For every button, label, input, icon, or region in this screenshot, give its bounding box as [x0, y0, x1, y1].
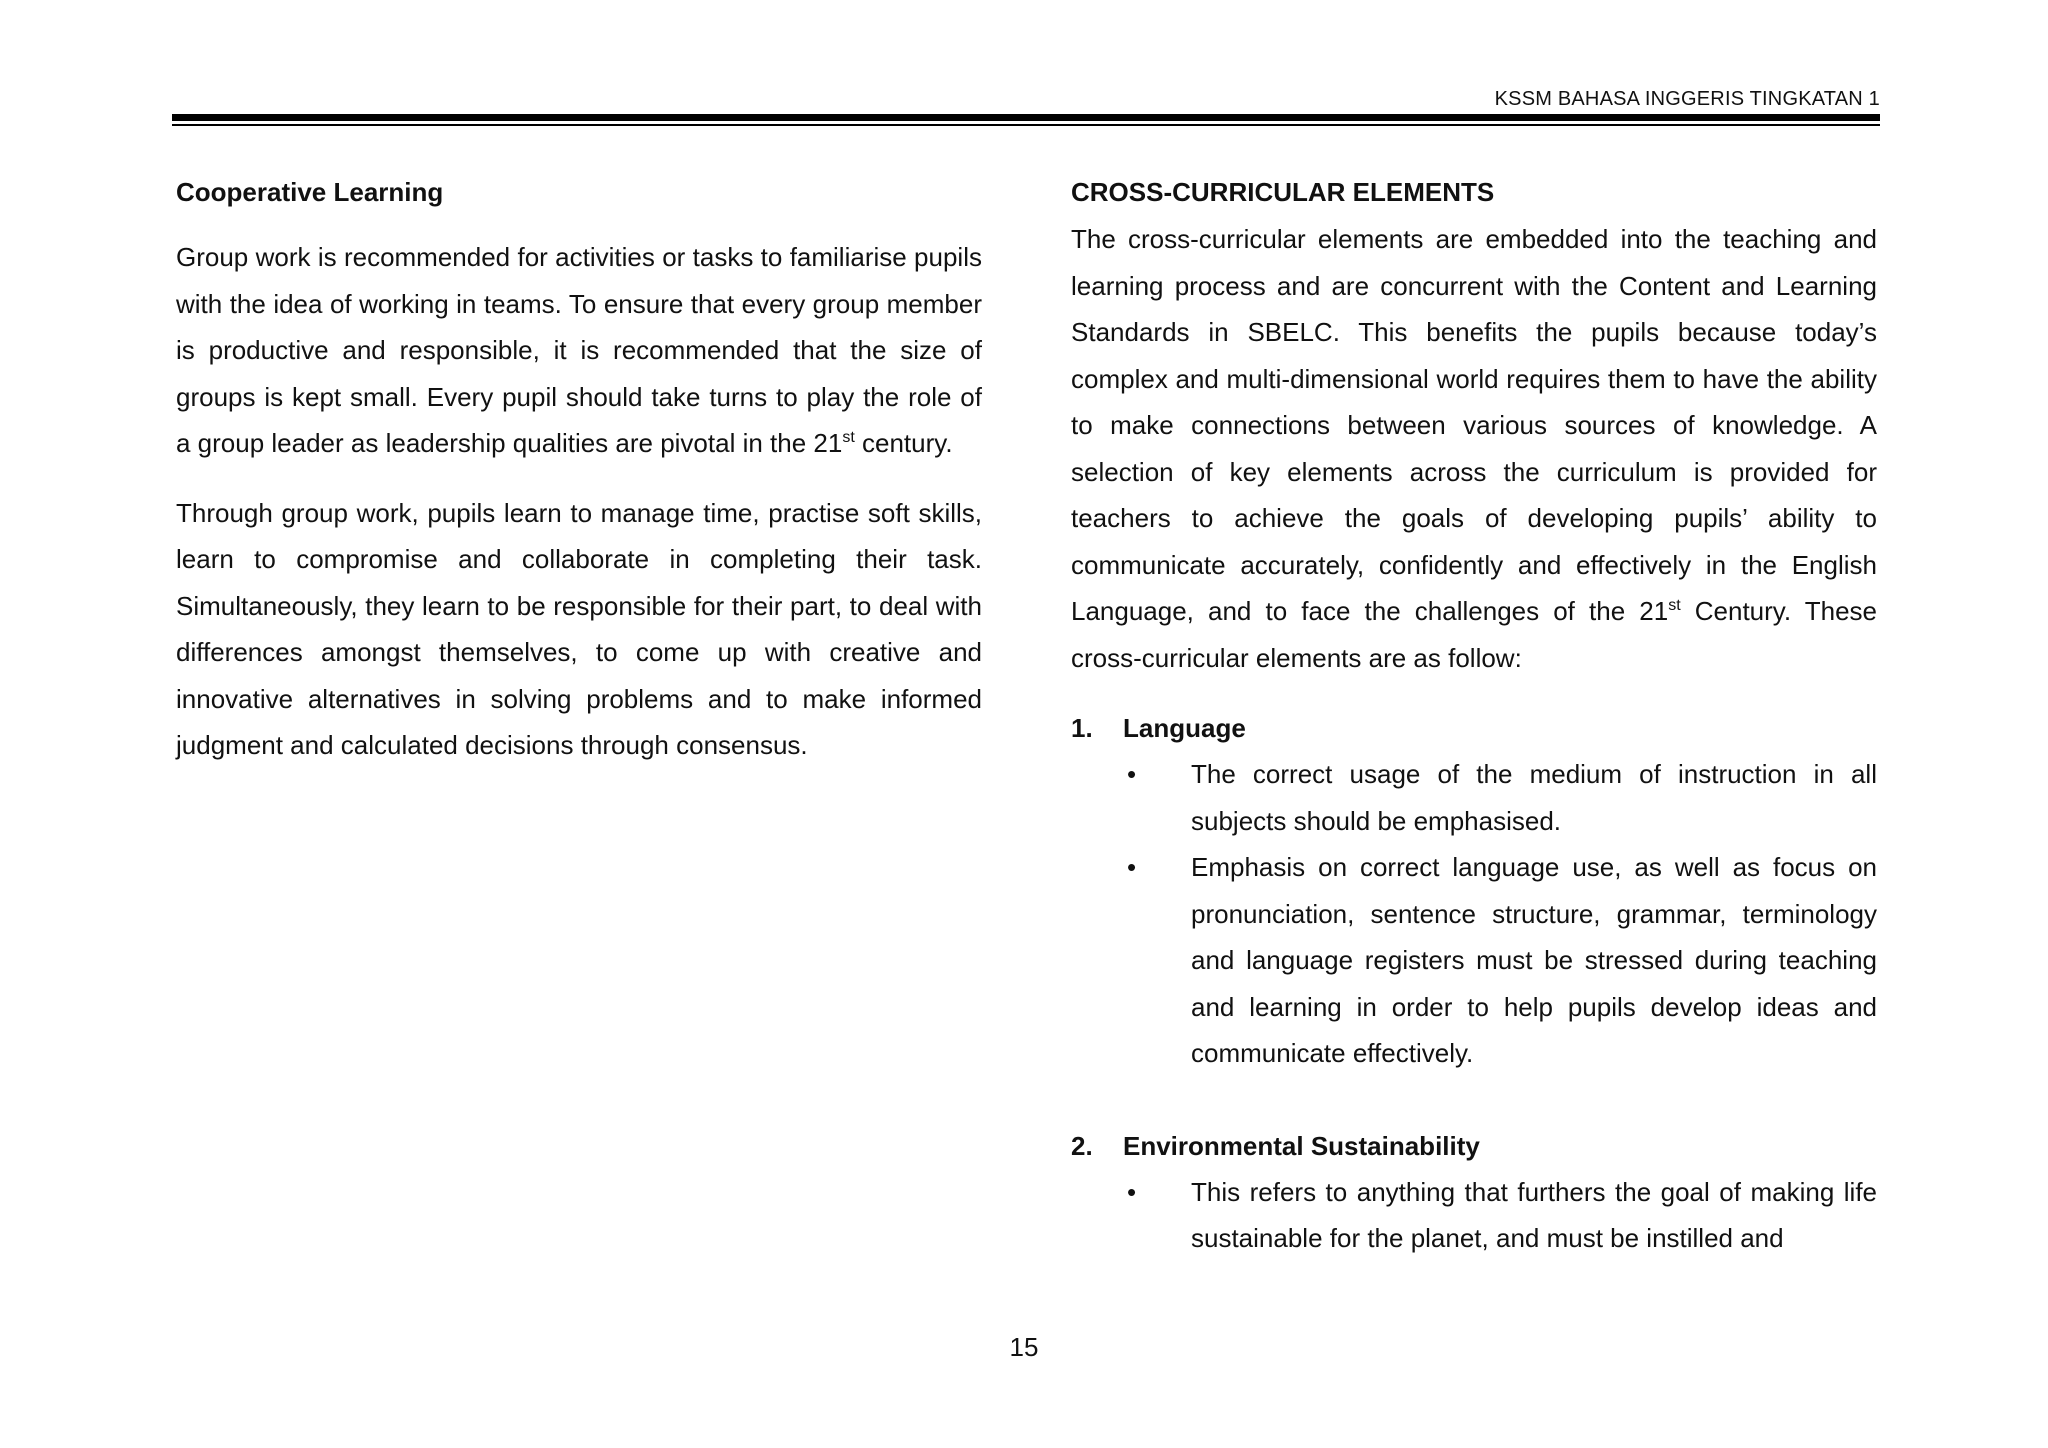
running-header: KSSM BAHASA INGGERIS TINGKATAN 1	[1494, 88, 1880, 110]
cooperative-learning-paragraph-1	[176, 234, 982, 467]
section-number: 2.	[1071, 1130, 1093, 1161]
bullet-icon: •	[1127, 759, 1137, 789]
section-number: 1.	[1071, 713, 1093, 743]
section-language	[1071, 705, 1877, 1077]
header-rule-thick	[172, 114, 1880, 121]
left-column	[176, 172, 982, 769]
list-item-text: This refers to anything that furthers the goal of making life sustainable for the planet, and must be instilled and	[1191, 1176, 1877, 1253]
page-number: 15	[1009, 1332, 1039, 1362]
intro-text: The cross-curricular elements are embedded into the teaching and learning process and are concurrent with the Content and Learning Standards in SBELC. This benefits the pupils because today’s complex and multi-dimensional world requires them to have the ability to make connections between various sources of knowledge. A selection of key elements across the curriculum is provided for teachers to achieve the goals of developing pupils’ ability to communicate accurately, confidently and effectively in the English Language, and to face the challenges of the 21	[1071, 224, 1877, 626]
para1-superscript: st	[842, 429, 855, 446]
bullet-icon: •	[1127, 852, 1137, 882]
list-item-text: Emphasis on correct language use, as well as focus on pronunciation, sentence structure, grammar, terminology and language registers must be stressed during teaching and learning in order to help pupils develop ideas and communicate effectively.	[1191, 852, 1877, 1068]
cross-curricular-intro	[1071, 216, 1877, 681]
list-item	[1123, 1169, 1877, 1262]
header-rule-thin	[172, 124, 1880, 126]
right-column	[1071, 172, 1877, 1262]
para1-text: Group work is recommended for activities or tasks to familiarise pupils with the idea of working in teams. To ensure that every group member is productive and responsible, it is recommended that the size of groups is kept small. Every pupil should take turns to play the role of a group leader as leadership qualities are pivotal in the 21	[176, 242, 982, 458]
bullet-icon: •	[1127, 1176, 1137, 1207]
cross-curricular-heading: CROSS-CURRICULAR ELEMENTS	[1071, 177, 1495, 207]
cooperative-learning-paragraph-2: Through group work, pupils learn to manage time, practise soft skills, learn to compromise and collaborate in completing their task. Simultaneously, they learn to be responsible for their part, to deal with differences amongst themselves, to come up with creative and innovative alternatives in solving problems and to make informed judgment and calculated decisions through consensus.	[176, 497, 982, 760]
list-item-text: The correct usage of the medium of instruction in all subjects should be emphasised.	[1191, 759, 1877, 836]
intro-end: Century. These cross-curricular elements are as follow:	[1071, 596, 1877, 673]
intro-superscript: st	[1668, 597, 1681, 614]
cooperative-learning-heading: Cooperative Learning	[176, 177, 444, 207]
section-title-text: Language	[1123, 713, 1246, 743]
list-item	[1123, 844, 1877, 1077]
section-title	[1071, 1123, 1877, 1169]
section-title	[1071, 705, 1877, 751]
list-item	[1123, 751, 1877, 844]
section-environmental-sustainability	[1071, 1123, 1877, 1262]
section-title-text: Environmental Sustainability	[1123, 1130, 1480, 1161]
para1-end: century.	[854, 428, 953, 458]
